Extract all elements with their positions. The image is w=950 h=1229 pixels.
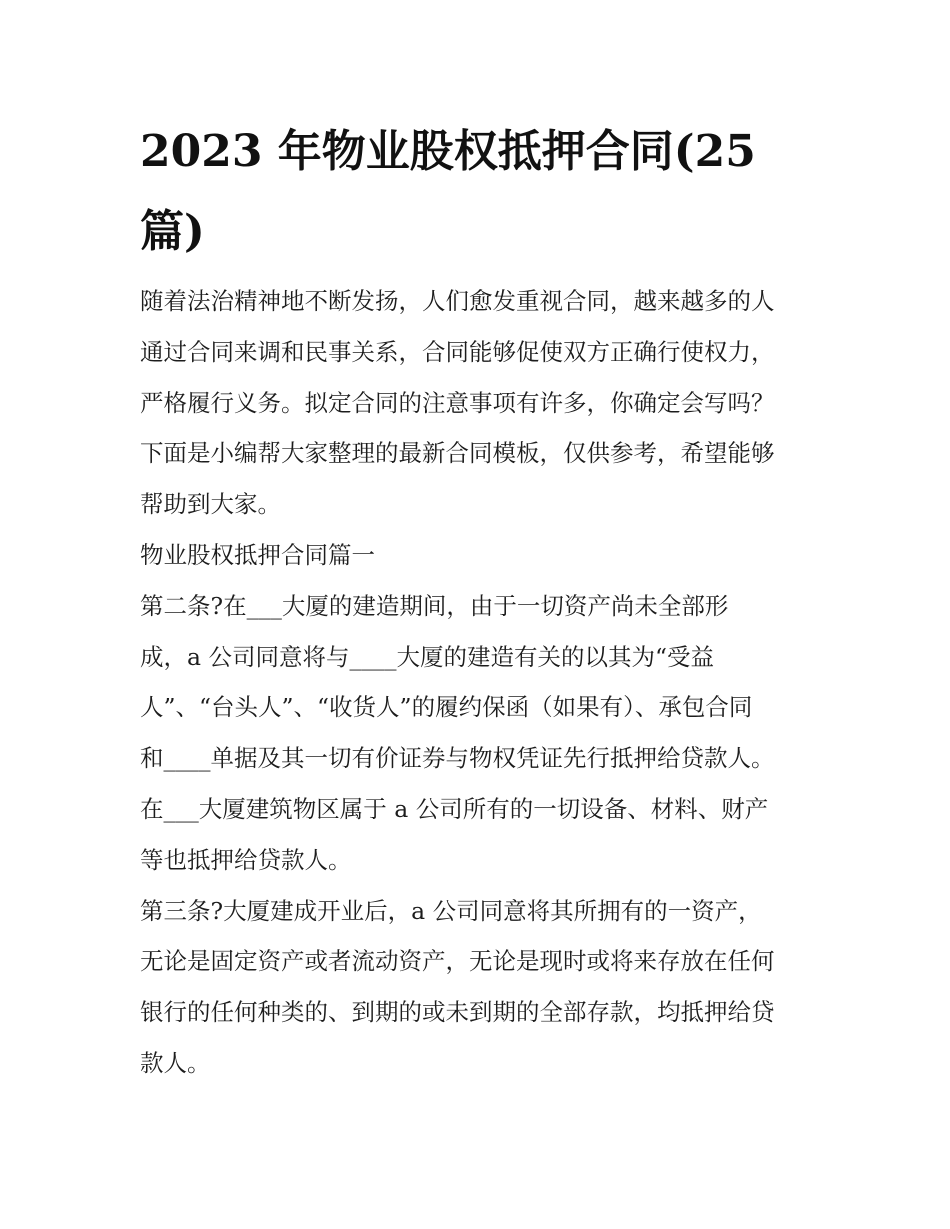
intro-line-5: 帮助到大家。 — [140, 490, 281, 518]
title-line-1: 2023 年物业股权抵押合同(25 — [140, 126, 756, 177]
document-title — [140, 112, 820, 272]
clause-2-line-6: 等也抵押给贷款人。 — [140, 846, 352, 874]
clause-3-line-1: 第三条?大厦建成开业后，a 公司同意将其所拥有的一资产， — [140, 897, 762, 925]
section-heading: 物业股权抵押合同篇一 — [140, 541, 375, 569]
intro-line-3: 严格履行义务。拟定合同的注意事项有许多，你确定会写吗？ — [140, 389, 775, 417]
intro-line-2: 通过合同来调和民事关系，合同能够促使双方正确行使权力， — [140, 338, 775, 366]
intro-line-1: 随着法治精神地不断发扬，人们愈发重视合同，越来越多的人 — [140, 287, 775, 315]
clause-3-line-3: 银行的任何种类的、到期的或未到期的全部存款，均抵押给贷 — [140, 998, 775, 1026]
clause-2-line-2: 成，a 公司同意将与____大厦的建造有关的以其为“受益 — [140, 643, 714, 671]
clause-2-line-4: 和____单据及其一切有价证券与物权凭证先行抵押给贷款人。 — [140, 744, 775, 772]
clause-3-line-4: 款人。 — [140, 1049, 211, 1077]
clause-3-line-2: 无论是固定资产或者流动资产，无论是现时或将来存放在任何 — [140, 947, 775, 975]
clause-2-line-5: 在___大厦建筑物区属于 a 公司所有的一切设备、材料、财产 — [140, 795, 769, 823]
title-line-2: 篇) — [140, 206, 205, 257]
intro-line-4: 下面是小编帮大家整理的最新合同模板，仅供参考，希望能够 — [140, 439, 775, 467]
clause-2-line-3: 人”、“台头人”、“收货人”的履约保函（如果有）、承包合同 — [140, 693, 753, 721]
clause-2-line-1: 第二条?在___大厦的建造期间，由于一切资产尚未全部形 — [140, 592, 729, 620]
